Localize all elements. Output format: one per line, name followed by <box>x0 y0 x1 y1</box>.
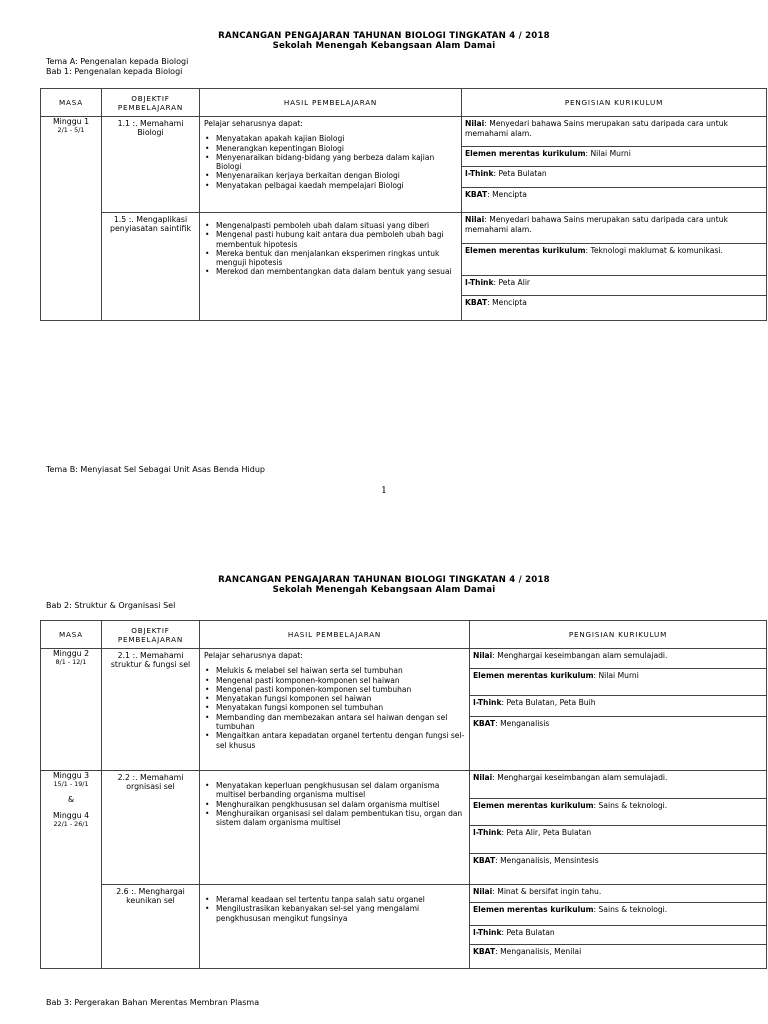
ithink-box: I-Think: Peta Bulatan <box>462 167 766 188</box>
list-item: • Menyatakan fungsi komponen sel tumbuhan <box>204 703 465 712</box>
outcomes-list <box>204 781 465 827</box>
outcomes-list <box>204 895 465 923</box>
elemen-box: Elemen merentas kurikulum: Teknologi maklumat & komunikasi. <box>462 244 766 276</box>
outcomes-cell <box>200 213 462 321</box>
kbat-box: KBAT: Menganalisis, Menilai <box>473 947 582 956</box>
header-pengisian: PENGISIAN KURIKULUM <box>462 89 767 117</box>
curriculum-cell <box>470 649 767 771</box>
outcomes-cell <box>200 117 462 213</box>
next-theme-label: Tema B: Menyiasat Sel Sebagai Unit Asas Benda Hidup <box>46 465 265 474</box>
nilai-box: Nilai: Minat & bersifat ingin tahu. <box>470 885 766 903</box>
outcomes-intro: Pelajar seharusnya dapat: <box>204 651 303 660</box>
list-item: • Melukis & melabel sel haiwan serta sel tumbuhan <box>204 666 465 675</box>
lesson-plan-table <box>40 620 767 969</box>
curriculum-cell <box>462 117 767 213</box>
school-name: Sekolah Menengah Kebangsaan Alam Damai <box>272 585 496 595</box>
outcomes-intro: Pelajar seharusnya dapat: <box>204 119 303 128</box>
elemen-box: Elemen merentas kurikulum: Sains & teknologi. <box>470 903 766 926</box>
list-item: • Mengenal pasti komponen-komponen sel tumbuhan <box>204 685 465 694</box>
school-name: Sekolah Menengah Kebangsaan Alam Damai <box>272 41 496 51</box>
ampersand: & <box>67 795 75 805</box>
table-header-row <box>41 89 767 117</box>
list-item: • Menyenaraikan kerjaya berkaitan dengan Biologi <box>204 171 457 180</box>
ithink-box: I-Think: Peta Bulatan <box>470 926 766 945</box>
list-item: • Mereka bentuk dan menjalankan eksperimen ringkas untuk menguji hipotesis <box>204 249 457 268</box>
header-pengisian: PENGISIAN KURIKULUM <box>470 621 767 649</box>
week-label: Minggu 4 <box>52 810 90 820</box>
objective-cell: 1.1 :. Memahami Biologi <box>102 117 200 213</box>
kbat-box: KBAT: Mencipta <box>465 190 527 199</box>
week-date: 22/1 - 26/1 <box>53 819 89 828</box>
list-item: • Menghuraikan pengkhususan sel dalam organisma multisel <box>204 800 465 809</box>
list-item: • Mengenalpasti pemboleh ubah dalam situasi yang diberi <box>204 221 457 230</box>
outcomes-cell <box>200 649 470 771</box>
list-item: • Mengenal pasti komponen-komponen sel haiwan <box>204 676 465 685</box>
outcomes-cell <box>200 885 470 969</box>
objective-cell: 1.5 :. Mengaplikasi penyiasatan saintifik <box>102 213 200 321</box>
nilai-box: Nilai: Menghargai keseimbangan alam semulajadi. <box>470 771 766 799</box>
header-objektif: OBJEKTIF PEMBELAJARAN <box>102 89 200 117</box>
list-item: • Menyatakan keperluan pengkhususan sel dalam organisma multisel berbanding organisma multisel <box>204 781 465 800</box>
objective-cell: 2.2 :. Memahami orgnisasi sel <box>102 771 200 885</box>
ithink-box: I-Think: Peta Bulatan, Peta Buih <box>470 696 766 717</box>
page-2 <box>0 520 768 1024</box>
header-hasil: HASIL PEMBELAJARAN <box>200 89 462 117</box>
outcomes-list <box>204 134 457 190</box>
nilai-box: Nilai: Menyedari bahawa Sains merupakan satu daripada cara untuk memahami alam. <box>462 213 766 244</box>
page-title: RANCANGAN PENGAJARAN TAHUNAN BIOLOGI TINGKATAN 4 / 2018 <box>218 31 550 41</box>
table-row <box>41 885 767 969</box>
kbat-box: KBAT: Menganalisis, Mensintesis <box>473 856 599 865</box>
week-date: 15/1 - 19/1 <box>53 780 89 789</box>
list-item: • Membanding dan membezakan antara sel haiwan dengan sel tumbuhan <box>204 713 465 732</box>
list-item: • Menyenaraikan bidang-bidang yang berbeza dalam kajian Biologi <box>204 153 457 172</box>
week-label: Minggu 1 <box>52 117 90 126</box>
list-item: • Merekod dan membentangkan data dalam bentuk yang sesuai <box>204 267 457 276</box>
week-date: 8/1 - 12/1 <box>55 658 87 667</box>
header-masa: MASA <box>41 621 102 649</box>
lesson-plan-table <box>40 88 767 321</box>
header-objektif: OBJEKTIF PEMBELAJARAN <box>102 621 200 649</box>
table-row <box>41 213 767 321</box>
week-label: Minggu 3 <box>52 771 90 780</box>
header-hasil: HASIL PEMBELAJARAN <box>200 621 470 649</box>
nilai-box: Nilai: Menghargai keseimbangan alam semulajadi. <box>470 649 766 669</box>
elemen-box: Elemen merentas kurikulum: Nilai Murni <box>470 669 766 696</box>
list-item: • Menghuraikan organisasi sel dalam pembentukan tisu, organ dan sistem dalam organisma multisel <box>204 809 465 828</box>
list-item: • Menyatakan pelbagai kaedah mempelajari Biologi <box>204 181 457 190</box>
outcomes-list <box>204 221 457 277</box>
next-chapter-label: Bab 3: Pergerakan Bahan Merentas Membran Plasma <box>46 998 260 1007</box>
list-item: • Menerangkan kepentingan Biologi <box>204 144 457 153</box>
objective-cell: 2.6 :. Menghargai keunikan sel <box>102 885 200 969</box>
elemen-box: Elemen merentas kurikulum: Nilai Murni <box>462 147 766 167</box>
outcomes-cell <box>200 771 470 885</box>
list-item: • Meramal keadaan sel tertentu tanpa salah satu organel <box>204 895 465 904</box>
masa-cell <box>41 771 102 969</box>
theme-label: Tema A: Pengenalan kepada Biologi <box>46 57 189 66</box>
nilai-box: Nilai: Menyedari bahawa Sains merupakan satu daripada cara untuk memahami alam. <box>462 117 766 147</box>
kbat-box: KBAT: Menganalisis <box>473 719 550 728</box>
ithink-box: I-Think: Peta Alir <box>462 276 766 296</box>
elemen-box: Elemen merentas kurikulum: Sains & teknologi. <box>470 799 766 826</box>
page-title: RANCANGAN PENGAJARAN TAHUNAN BIOLOGI TINGKATAN 4 / 2018 <box>218 575 550 585</box>
table-row <box>41 771 767 885</box>
chapter-label: Bab 1: Pengenalan kepada Biologi <box>46 67 183 76</box>
week-label: Minggu 2 <box>52 649 90 658</box>
list-item: • Menyatakan fungsi komponen sel haiwan <box>204 694 465 703</box>
page-number: 1 <box>381 486 387 496</box>
table-header-row <box>41 621 767 649</box>
masa-cell <box>41 117 102 321</box>
week-date: 2/1 - 5/1 <box>57 126 85 135</box>
curriculum-cell <box>462 213 767 321</box>
table-row <box>41 649 767 771</box>
objective-cell: 2.1 :. Memahami struktur & fungsi sel <box>102 649 200 771</box>
list-item: • Menyatakan apakah kajian Biologi <box>204 134 457 143</box>
kbat-box: KBAT: Mencipta <box>465 298 527 307</box>
curriculum-cell <box>470 771 767 885</box>
list-item: • Mengilustrasikan kebanyakan sel-sel yang mengalami pengkhususan mengikut fungsinya <box>204 904 465 923</box>
list-item: • Mengaitkan antara kepadatan organel tertentu dengan fungsi sel-sel khusus <box>204 731 465 750</box>
chapter-label: Bab 2: Struktur & Organisasi Sel <box>46 601 176 610</box>
header-masa: MASA <box>41 89 102 117</box>
outcomes-list <box>204 666 465 750</box>
ithink-box: I-Think: Peta Alir, Peta Bulatan <box>470 826 766 854</box>
table-row <box>41 117 767 213</box>
curriculum-cell <box>470 885 767 969</box>
list-item: • Mengenal pasti hubung kait antara dua pemboleh ubah bagi membentuk hipotesis <box>204 230 457 249</box>
masa-cell <box>41 649 102 771</box>
